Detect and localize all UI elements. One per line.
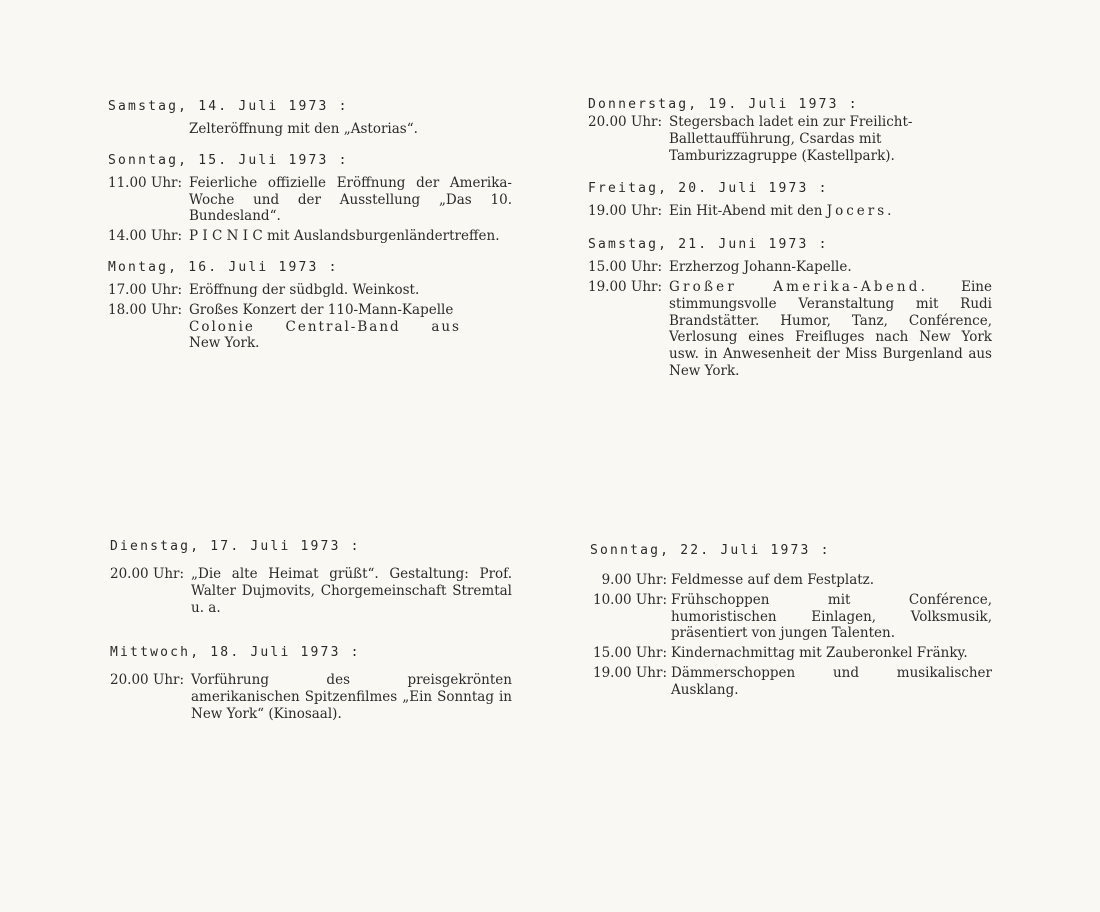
column-bottom-right [590,542,992,713]
schedule-entry [588,259,992,276]
entry-text: Stegersbach ladet ein zur Freilicht-Ballettaufführung, Csardas mit Tamburizzagruppe (Kastellpark). [669,114,913,164]
day-tuesday-17 [110,538,512,616]
day-monday-16 [108,259,512,352]
entry-text-rest: Eine stimmungsvolle Veranstaltung mit Rudi Brandstätter. Humor, Tanz, Conférence, Verlosung eines Freifluges nach New York usw. in Anwesenheit der Miss Burgenland aus New York. [669,278,992,379]
day-heading: Freitag, 20. Juli 1973 : [588,181,829,197]
entry-text: Dämmerschoppen und musikalischer Ausklang. [671,664,992,698]
entry-text: Vorführung des preisgekrönten amerikanischen Spitzenfilmes „Ein Sonntag in New York“ (Kinosaal). [191,672,512,722]
entry-text [189,228,512,245]
entry-text: Zelteröffnung mit den „Astorias“. [189,121,418,137]
schedule-entry [590,572,992,589]
day-saturday-14 [108,98,512,138]
entry-time: 18.00 Uhr: [108,301,183,318]
entry-text [669,279,992,380]
day-wednesday-18 [110,644,512,722]
entry-time [108,121,189,138]
schedule-entry [590,665,992,699]
schedule-entry [108,228,512,245]
event-title: Großer Amerika-Abend. [669,278,929,295]
entry-time: 15.00 Uhr: [588,259,663,276]
entry-line: New York. [189,335,260,352]
schedule-entry [110,566,512,616]
column-top-left [108,98,512,366]
day-sunday-22 [590,542,992,699]
schedule-entry [590,592,992,642]
band-name: Colonie Central-Band aus [189,318,461,335]
entry-text: Kindernachmittag mit Zauberonkel Fränky. [671,645,968,662]
entry-text: Eröffnung der südbgld. Weinkost. [189,281,420,298]
entry-text: „Die alte Heimat grüßt“. Gestaltung: Prof. Walter Dujmovits, Chorgemeinschaft Stremtal u. a. [191,566,512,616]
entry-time: 20.00 Uhr: [110,672,185,689]
entry-time: 15.00 Uhr: [592,645,667,662]
entry-time: 11.00 Uhr: [108,174,183,191]
entry-text-lead: Ein Hit-Abend mit den [669,203,827,220]
schedule-entry [108,302,512,352]
column-bottom-left [110,538,512,737]
column-top-right [588,96,992,394]
band-name: Jocers. [826,203,895,220]
schedule-entry [108,282,512,299]
entry-time: 19.00 Uhr: [588,203,663,220]
day-heading: Samstag, 21. Juni 1973 : [588,237,829,253]
entry-line: Großes Konzert der 110-Mann-Kapelle [189,301,454,318]
entry-text: Erzherzog Johann-Kapelle. [669,259,852,276]
day-friday-20 [588,180,992,220]
day-heading: Mittwoch, 18. Juli 1973 : [110,645,361,661]
entry-time: 17.00 Uhr: [108,281,183,298]
entry-time: 19.00 Uhr: [588,278,663,295]
day-heading: Samstag, 14. Juli 1973 : [108,99,349,114]
entry-time: 20.00 Uhr: [110,566,185,582]
schedule-entry [588,279,992,380]
entry-text-rest: mit Auslandsburgenländertreffen. [262,228,500,245]
day-heading: Sonntag, 15. Juli 1973 : [108,152,349,168]
picnic-label: P I C N I C [189,228,263,245]
day-heading: Sonntag, 22. Juli 1973 : [590,543,831,558]
entry-text [189,302,512,352]
entry-time: 10.00 Uhr: [592,591,667,608]
entry-time: 9.00 Uhr: [601,572,667,588]
entry-text: Frühschoppen mit Conférence, humoristischen Einlagen, Volksmusik, präsentiert von jungen Talenten. [671,591,992,642]
schedule-entry [108,175,512,225]
entry-time: 14.00 Uhr: [108,228,183,245]
day-heading: Dienstag, 17. Juli 1973 : [110,539,361,554]
entry-text: Feldmesse auf dem Festplatz. [671,572,875,588]
day-saturday-21 [588,236,992,380]
schedule-entry [110,672,512,722]
day-heading: Donnerstag, 19. Juli 1973 : [588,97,859,112]
schedule-entry [590,645,992,662]
entry-time: 20.00 Uhr: [588,114,663,130]
schedule-entry [588,203,992,220]
day-sunday-15 [108,152,512,245]
entry-time: 19.00 Uhr: [592,664,667,681]
entry-text [669,203,992,220]
day-thursday-19 [588,96,992,164]
entry-text: Feierliche offizielle Eröffnung der Amerika-Woche und der Ausstellung „Das 10. Bundesland“. [189,174,512,225]
schedule-entry [108,121,512,138]
day-heading: Montag, 16. Juli 1973 : [108,259,339,275]
schedule-entry [588,114,992,164]
